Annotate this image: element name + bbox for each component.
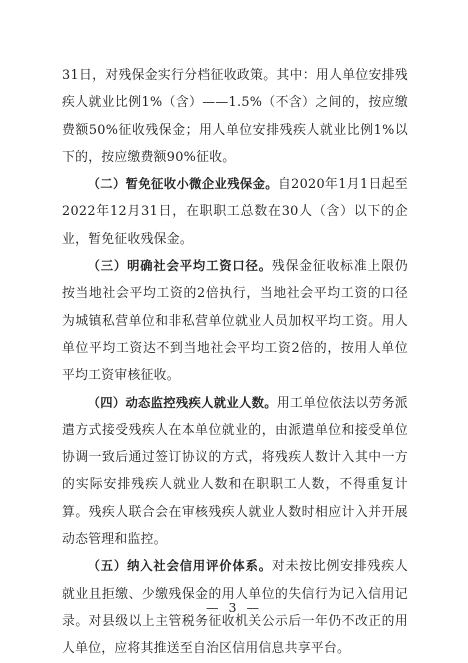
paragraph-heading: （五）纳入社会信用评价体系。 — [87, 559, 272, 574]
paragraph-continuation — [62, 62, 408, 171]
paragraph-body: 31日，对残保金实行分档征收政策。其中：用人单位安排残疾人就业比例1%（含）——1.5%（不含）之间的，按应缴费额50%征收残保金；用人单位安排残疾人就业比例1%以下的，按应缴费额90%征收。 — [62, 68, 408, 165]
paragraph-average-wage — [62, 253, 408, 389]
page-number: — 3 — — [206, 600, 262, 615]
paragraph-heading: （三）明确社会平均工资口径。 — [87, 259, 272, 274]
paragraph-dynamic-monitoring — [62, 390, 408, 554]
paragraph-body: 对未按比例安排残疾人就业且拒缴、少缴残保金的用人单位的失信行为记入信用记录。对县级以上主管税务征收机关公示后一年仍不改正的用人单位，应将其推送至自治区信用信息共享平台。 — [62, 559, 409, 657]
paragraph-body: 用工单位依法以劳务派遣方式接受残疾人在本单位就业的，由派遣单位和接受单位协调一致后通过签订协议的方式，将残疾人数计入其中一方的实际安排残疾人就业人数和在职职工人数，不得重复计算。残疾人联合会在审核残疾人就业人数时相应计入并开展动态管理和监控。 — [62, 395, 408, 548]
body-text — [62, 62, 408, 663]
paragraph-heading: （四）动态监控残疾人就业人数。 — [87, 395, 277, 410]
paragraph-body: 自2020年1月1日起至2022年12月31日，在职职工总数在30人（含）以下的企业，暂免征收残保金。 — [62, 177, 408, 247]
paragraph-body: 残保金征收标准上限仍按当地社会平均工资的2倍执行，当地社会平均工资的口径为城镇私营单位和非私营单位就业人员加权平均工资。用人单位平均工资达不到当地社会平均工资2倍的，按用人单位平均工资审核征收。 — [62, 259, 409, 384]
paragraph-heading: （二）暂免征收小微企业残保金。 — [87, 177, 278, 192]
paragraph-small-enterprise-exemption — [62, 171, 408, 253]
